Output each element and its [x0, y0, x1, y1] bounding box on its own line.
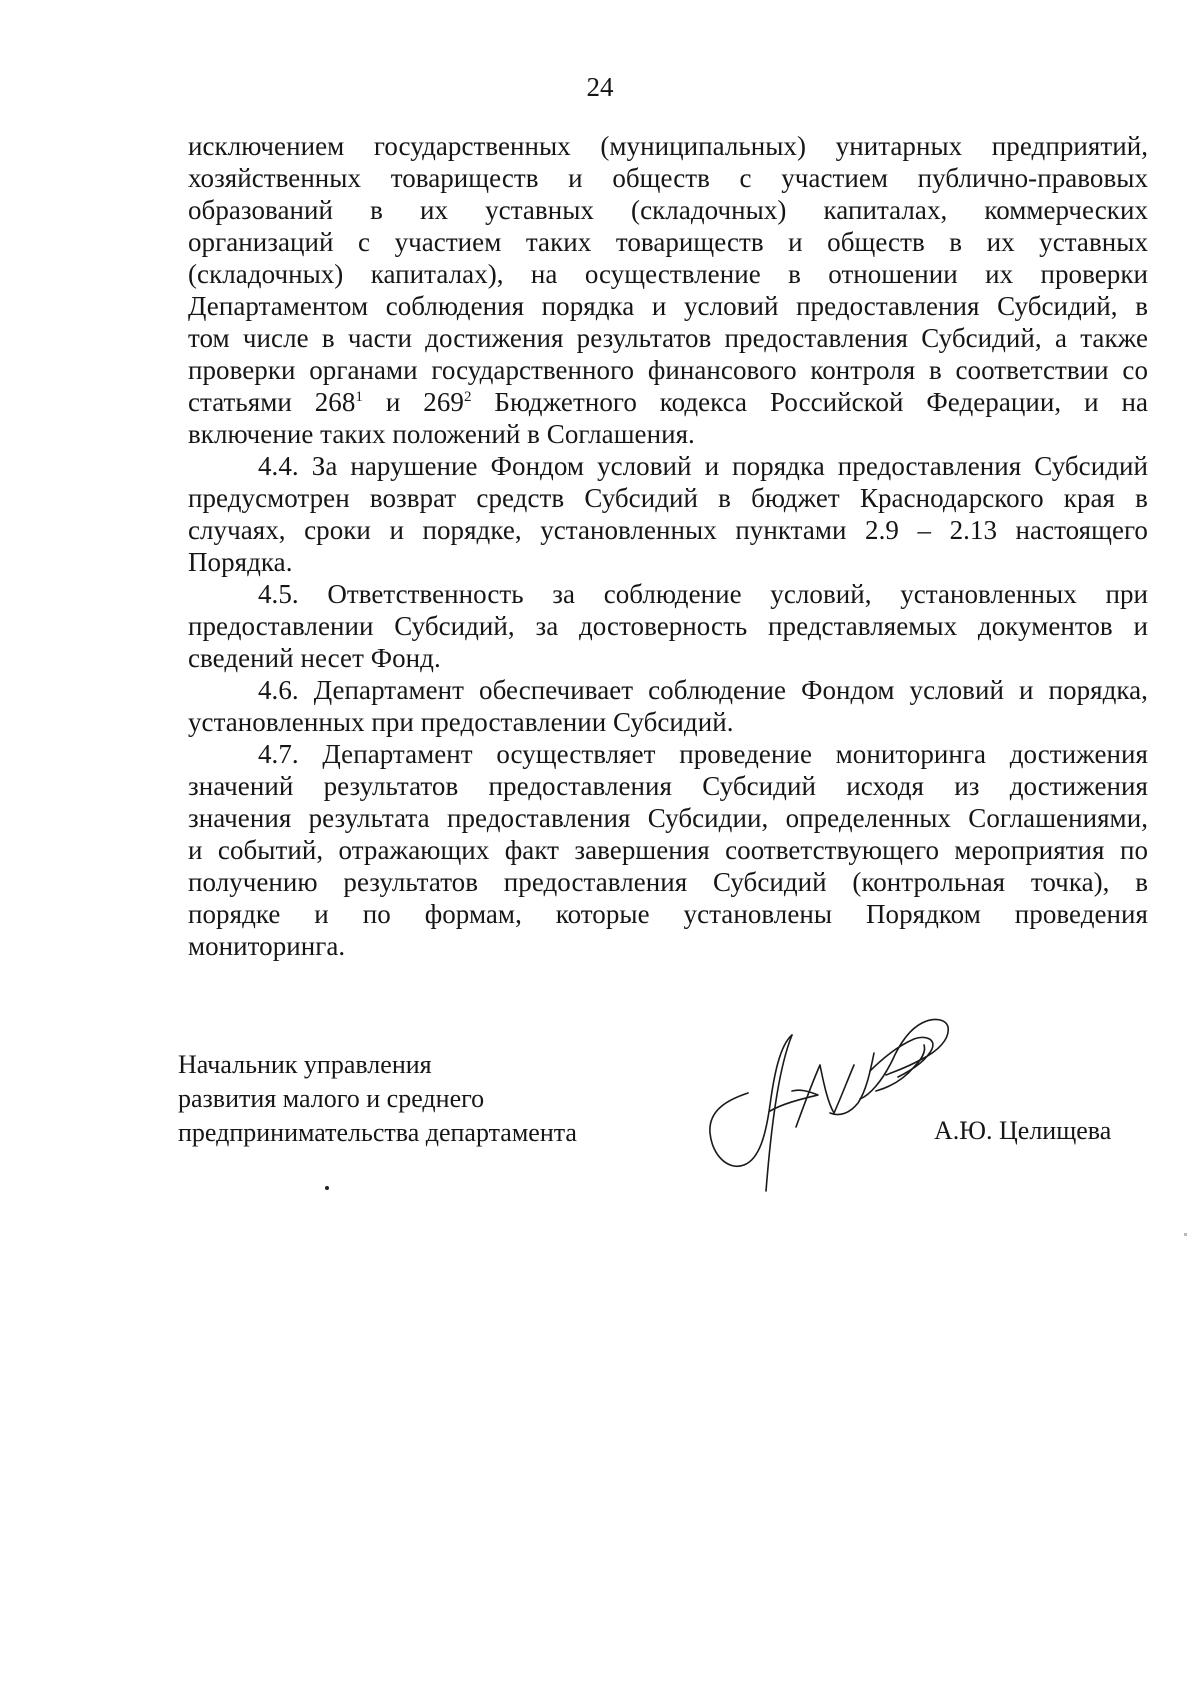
text-line: сведений несет Фонд. [188, 643, 441, 673]
handwritten-signature [700, 995, 970, 1195]
scan-speck [1184, 1233, 1187, 1236]
signature-stroke [710, 1035, 792, 1166]
statute-text: статьями 268 [188, 387, 356, 417]
text-line: значений результатов предоставления Субсидий исходя из достижения [188, 771, 1148, 801]
paragraph-4-5 [188, 578, 1148, 674]
text-line: случаях, сроки и порядке, установленных пунктами 2.9 – 2.13 настоящего [188, 515, 1148, 545]
signature-stroke [796, 1065, 854, 1127]
statute-text: Бюджетного кодекса Российской Федерации, и на [471, 387, 1148, 417]
text-line: получению результатов предоставления Субсидий (контрольная точка), в [188, 867, 1148, 897]
text-line: порядке и по формам, которые установлены Порядком проведения [188, 899, 1148, 929]
text-line: Департаментом соблюдения порядка и условий предоставления Субсидий, в [188, 291, 1148, 321]
superscript: 2 [463, 389, 472, 405]
text-line: (складочных) капиталах), на осуществление в отношении их проверки [188, 259, 1148, 289]
text-line: том числе в части достижения результатов предоставления Субсидий, а также [188, 323, 1148, 353]
signatory-title-line: предпринимательства департамента [178, 1118, 577, 1147]
signatory-title [178, 1048, 577, 1150]
text-line-statute-reference [188, 386, 1148, 418]
text-line: хозяйственных товариществ и обществ с участием публично-правовых [188, 163, 1148, 193]
superscript: 1 [355, 389, 363, 405]
paragraph-4-4 [188, 450, 1148, 578]
text-line: образований в их уставных (складочных) капиталах, коммерческих [188, 195, 1148, 225]
text-line: предоставлении Субсидий, за достоверность представляемых документов и [188, 611, 1148, 641]
signatory-title-line: развития малого и среднего [178, 1084, 485, 1113]
text-line: 4.7. Департамент осуществляет проведение мониторинга достижения [258, 739, 1148, 769]
signatory-title-line: Начальник управления [178, 1050, 432, 1079]
scan-speck [325, 1186, 329, 1190]
signatory-name: А.Ю. Целищева [934, 1116, 1112, 1145]
paragraph-continuation [188, 130, 1148, 450]
paragraph-4-7 [188, 738, 1148, 962]
text-line: проверки органами государственного финансового контроля в соответствии со [188, 355, 1148, 385]
text-line: 4.4. За нарушение Фондом условий и порядка предоставления Субсидий [258, 451, 1148, 481]
signature-stroke [876, 1045, 925, 1091]
text-line: 4.6. Департамент обеспечивает соблюдение Фондом условий и порядка, [258, 675, 1148, 705]
text-line: и событий, отражающих факт завершения соответствующего мероприятия по [188, 835, 1148, 865]
text-line: значения результата предоставления Субсидии, определенных Соглашениями, [188, 803, 1148, 833]
text-line: установленных при предоставлении Субсидий. [188, 707, 734, 737]
document-body [188, 130, 1148, 962]
text-line: предусмотрен возврат средств Субсидий в бюджет Краснодарского края в [188, 483, 1148, 513]
text-line: включение таких положений в Соглашения. [188, 419, 695, 449]
text-line: мониторинга. [188, 931, 346, 961]
paragraph-4-6 [188, 674, 1148, 738]
text-line: исключением государственных (муниципальных) унитарных предприятий, [188, 131, 1148, 161]
statute-text: и 269 [362, 387, 464, 417]
text-line: Порядка. [188, 547, 293, 577]
text-line: организаций с участием таких товариществ и обществ в их уставных [188, 227, 1148, 257]
text-line: 4.5. Ответственность за соблюдение условий, установленных при [258, 579, 1148, 609]
page-number: 24 [586, 72, 614, 102]
